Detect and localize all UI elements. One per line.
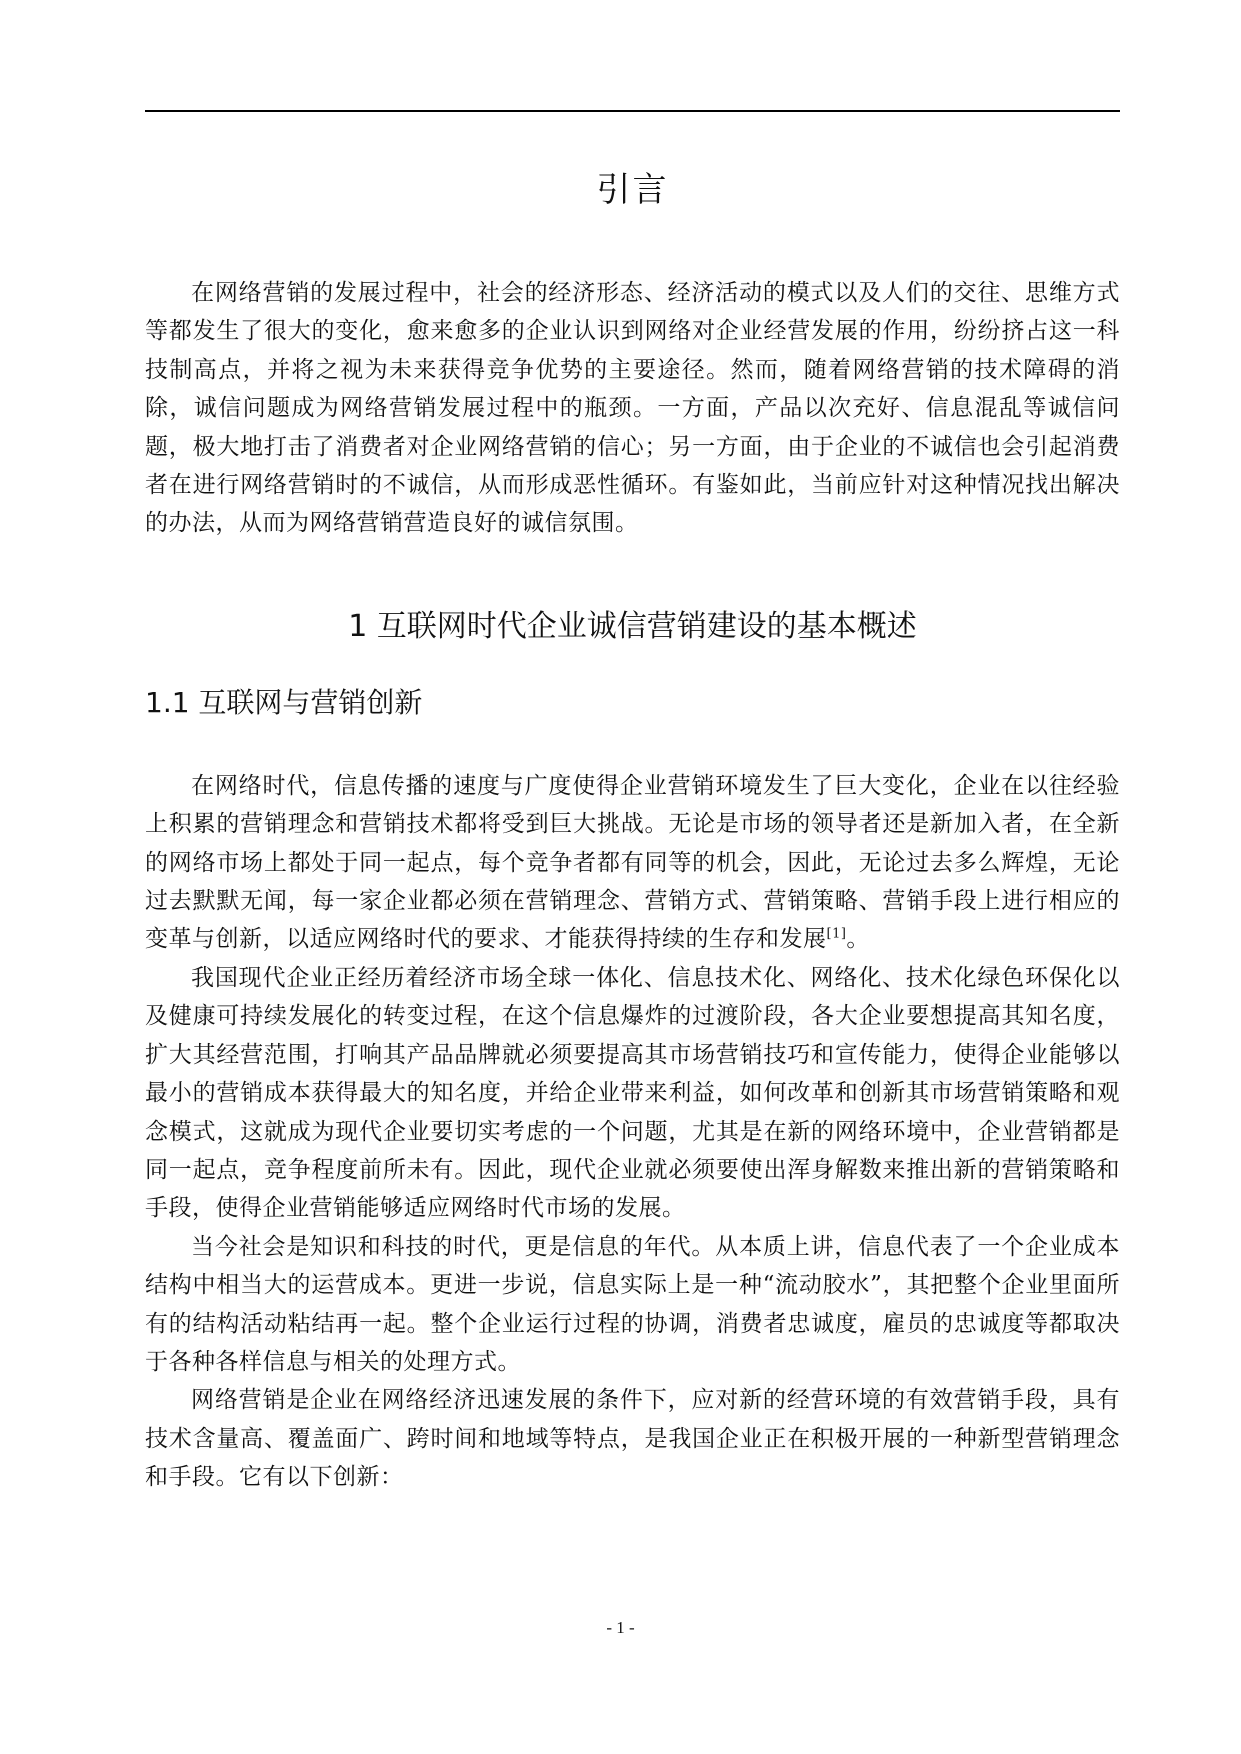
body-paragraph-4: 网络营销是企业在网络经济迅速发展的条件下，应对新的经营环境的有效营销手段，具有技术含量高、覆盖面广、跨时间和地域等特点，是我国企业正在积极开展的一种新型营销理念和手段。它有以下创新：	[145, 1387, 1120, 1491]
page-number: - 1 -	[606, 1618, 635, 1637]
page-content	[145, 150, 1120, 1497]
body-paragraph-2: 我国现代企业正经历着经济市场全球一体化、信息技术化、网络化、技术化绿色环保化以及健康可持续发展化的转变过程，在这个信息爆炸的过渡阶段，各大企业要想提高其知名度，扩大其经营范围，打响其产品品牌就必须要提高其市场营销技巧和宣传能力，使得企业能够以最小的营销成本获得最大的知名度，并给企业带来利益，如何改革和创新其市场营销策略和观念模式，这就成为现代企业要切实考虑的一个问题，尤其是在新的网络环境中，企业营销都是同一起点，竞争程度前所未有。因此，现代企业就必须要使出浑身解数来推出新的营销策略和手段，使得企业营销能够适应网络时代市场的发展。	[145, 964, 1120, 1222]
section-heading: 1.1 互联网与营销创新	[145, 685, 423, 719]
page-title: 引言	[596, 170, 669, 210]
body-paragraph-1-end: 。	[846, 926, 870, 953]
header-rule	[145, 110, 1120, 112]
citation-ref: [1]	[826, 926, 847, 942]
body-paragraph-1-text: 在网络时代，信息传播的速度与广度使得企业营销环境发生了巨大变化，企业在以往经验上积累的营销理念和营销技术都将受到巨大挑战。无论是市场的领导者还是新加入者，在全新的网络市场上都处于同一起点，每个竞争者都有同等的机会，因此，无论过去多么辉煌，无论过去默默无闻，每一家企业都必须在营销理念、营销方式、营销策略、营销手段上进行相应的变革与创新，以适应网络时代的要求、才能获得持续的生存和发展	[145, 772, 1120, 953]
body-paragraph-3: 当今社会是知识和科技的时代，更是信息的年代。从本质上讲，信息代表了一个企业成本结构中相当大的运营成本。更进一步说，信息实际上是一种“流动胶水”，其把整个企业里面所有的结构活动粘结再一起。整个企业运行过程的协调，消费者忠诚度，雇员的忠诚度等都取决于各种各样信息与相关的处理方式。	[145, 1233, 1120, 1375]
body-paragraph-1	[145, 767, 1120, 959]
intro-paragraph: 在网络营销的发展过程中，社会的经济形态、经济活动的模式以及人们的交往、思维方式等都发生了很大的变化，愈来愈多的企业认识到网络对企业经营发展的作用，纷纷挤占这一科技制高点，并将之视为未来获得竞争优势的主要途径。然而，随着网络营销的技术障碍的消除，诚信问题成为网络营销发展过程中的瓶颈。一方面，产品以次充好、信息混乱等诚信问题，极大地打击了消费者对企业网络营销的信心；另一方面，由于企业的不诚信也会引起消费者在进行网络营销时的不诚信，从而形成恶性循环。有鉴如此，当前应针对这种情况找出解决的办法，从而为网络营销营造良好的诚信氛围。	[145, 280, 1120, 537]
chapter-heading: 1 互联网时代企业诚信营销建设的基本概述	[348, 608, 917, 644]
